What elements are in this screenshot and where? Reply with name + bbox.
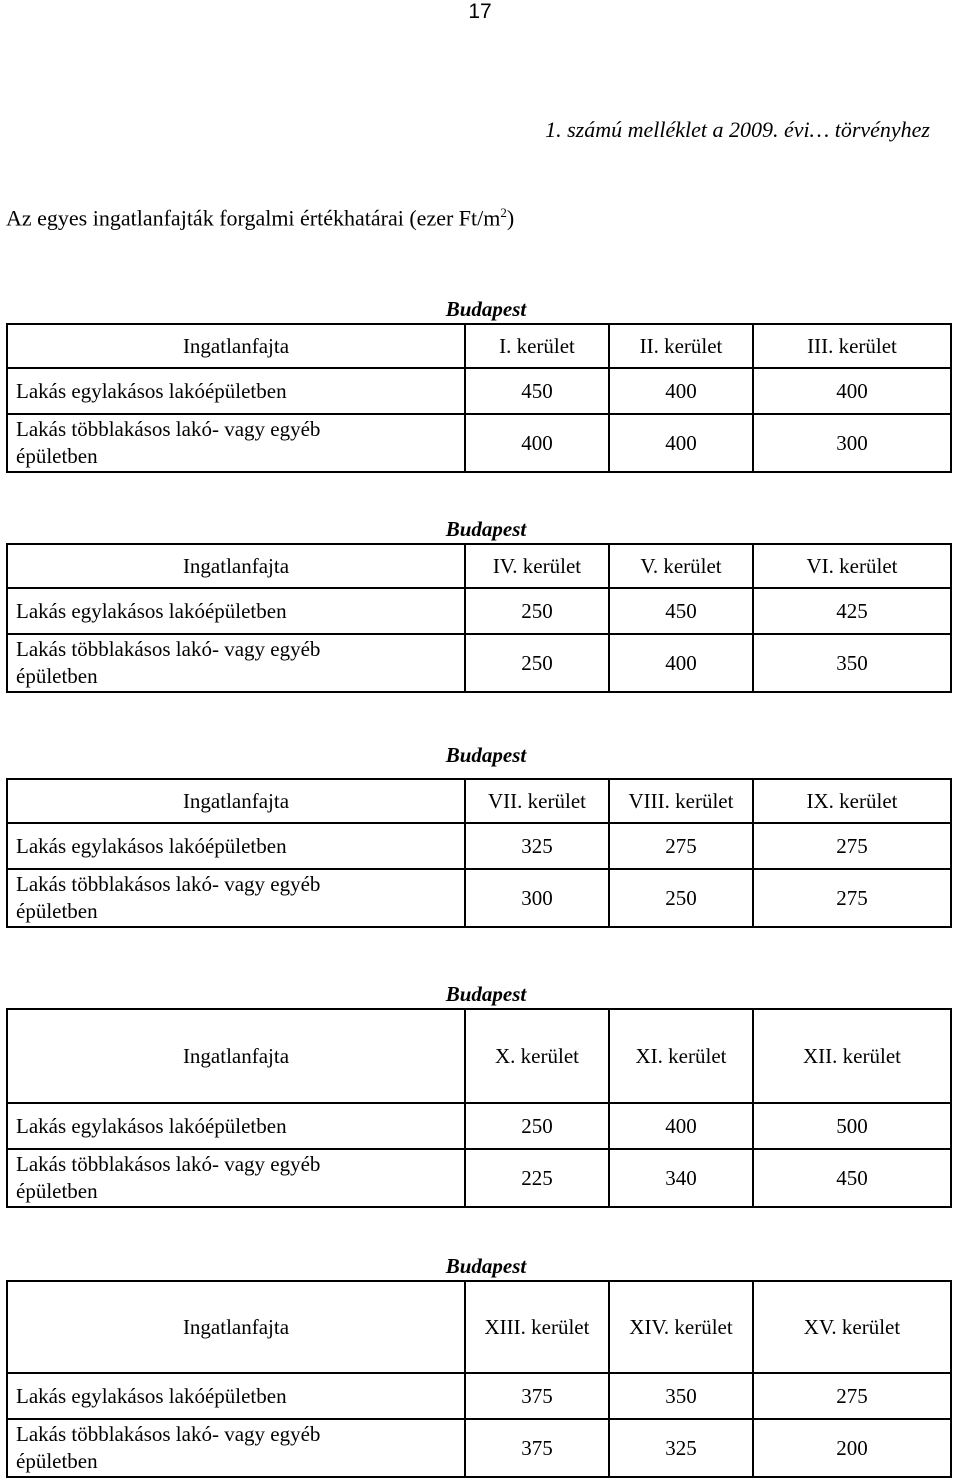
value-cell: 250 <box>609 869 753 927</box>
value-cell: 275 <box>753 869 951 927</box>
section-city: Budapest <box>445 1254 527 1278</box>
value-cell: 350 <box>753 634 951 692</box>
row-label <box>7 1149 465 1207</box>
document-title-text: Az egyes ingatlanfajták forgalmi értékhatárai (ezer Ft/m <box>6 205 501 231</box>
value-cell: 325 <box>465 823 609 869</box>
header-district: II. kerület <box>609 324 753 368</box>
value-cell: 425 <box>753 588 951 634</box>
header-property-type: Ingatlanfajta <box>7 1009 465 1103</box>
row-label: Lakás egylakásos lakóépületben <box>7 1103 465 1149</box>
header-district: VII. kerület <box>465 779 609 823</box>
header-district: IV. kerület <box>465 544 609 588</box>
value-cell: 350 <box>609 1373 753 1419</box>
row-label-line: Lakás többlakásos lakó- vagy egyéb <box>16 1152 321 1176</box>
value-cell: 200 <box>753 1419 951 1477</box>
value-cell: 400 <box>609 414 753 472</box>
value-cell: 400 <box>609 1103 753 1149</box>
row-label <box>7 414 465 472</box>
header-district: X. kerület <box>465 1009 609 1103</box>
header-district: III. kerület <box>753 324 951 368</box>
row-label-line: Lakás többlakásos lakó- vagy egyéb <box>16 637 321 661</box>
value-table <box>6 1008 952 1208</box>
row-label-line: épületben <box>16 1449 98 1473</box>
value-cell: 225 <box>465 1149 609 1207</box>
row-label-line: épületben <box>16 444 98 468</box>
table-row <box>7 869 951 927</box>
row-label-line: Lakás többlakásos lakó- vagy egyéb <box>16 872 321 896</box>
value-table <box>6 543 952 693</box>
table-row <box>7 823 951 869</box>
header-district: IX. kerület <box>753 779 951 823</box>
value-cell: 250 <box>465 588 609 634</box>
row-label <box>7 634 465 692</box>
value-cell: 275 <box>609 823 753 869</box>
row-label: Lakás egylakásos lakóépületben <box>7 588 465 634</box>
row-label: Lakás egylakásos lakóépületben <box>7 1373 465 1419</box>
value-table <box>6 1280 952 1478</box>
value-table <box>6 778 952 928</box>
header-district: XIII. kerület <box>465 1281 609 1373</box>
value-cell: 400 <box>753 368 951 414</box>
row-label <box>7 1419 465 1477</box>
value-cell: 450 <box>465 368 609 414</box>
header-district: V. kerület <box>609 544 753 588</box>
header-district: VI. kerület <box>753 544 951 588</box>
table-row <box>7 1149 951 1207</box>
document-title-superscript: 2 <box>500 205 507 220</box>
table-row <box>7 1419 951 1477</box>
header-property-type: Ingatlanfajta <box>7 544 465 588</box>
table-header-row <box>7 1281 951 1373</box>
value-cell: 300 <box>465 869 609 927</box>
value-cell: 375 <box>465 1419 609 1477</box>
document-title-close: ) <box>506 205 515 231</box>
annex-title: 1. számú melléklet a 2009. évi… törvényhez <box>545 117 930 142</box>
value-cell: 400 <box>609 634 753 692</box>
row-label-line: épületben <box>16 899 98 923</box>
value-cell: 250 <box>465 1103 609 1149</box>
header-district: VIII. kerület <box>609 779 753 823</box>
table-row <box>7 588 951 634</box>
table-header-row <box>7 324 951 368</box>
value-cell: 375 <box>465 1373 609 1419</box>
section-city: Budapest <box>445 517 527 541</box>
value-cell: 275 <box>753 1373 951 1419</box>
value-table <box>6 323 952 473</box>
table-header-row <box>7 779 951 823</box>
row-label: Lakás egylakásos lakóépületben <box>7 823 465 869</box>
table-row <box>7 368 951 414</box>
header-district: I. kerület <box>465 324 609 368</box>
row-label: Lakás egylakásos lakóépületben <box>7 368 465 414</box>
page-number: 17 <box>468 0 492 23</box>
value-cell: 500 <box>753 1103 951 1149</box>
table-row <box>7 1373 951 1419</box>
header-district: XII. kerület <box>753 1009 951 1103</box>
value-cell: 400 <box>465 414 609 472</box>
header-property-type: Ingatlanfajta <box>7 1281 465 1373</box>
value-cell: 300 <box>753 414 951 472</box>
value-cell: 275 <box>753 823 951 869</box>
table-row <box>7 634 951 692</box>
value-cell: 400 <box>609 368 753 414</box>
section-city: Budapest <box>445 297 527 321</box>
document-title <box>6 199 514 232</box>
header-district: XIV. kerület <box>609 1281 753 1373</box>
table-header-row <box>7 1009 951 1103</box>
row-label <box>7 869 465 927</box>
header-district: XI. kerület <box>609 1009 753 1103</box>
table-header-row <box>7 544 951 588</box>
row-label-line: Lakás többlakásos lakó- vagy egyéb <box>16 417 321 441</box>
header-property-type: Ingatlanfajta <box>7 324 465 368</box>
table-row <box>7 414 951 472</box>
row-label-line: épületben <box>16 1179 98 1203</box>
row-label-line: Lakás többlakásos lakó- vagy egyéb <box>16 1422 321 1446</box>
value-cell: 250 <box>465 634 609 692</box>
header-district: XV. kerület <box>753 1281 951 1373</box>
value-cell: 340 <box>609 1149 753 1207</box>
value-cell: 450 <box>609 588 753 634</box>
row-label-line: épületben <box>16 664 98 688</box>
section-city: Budapest <box>445 743 527 767</box>
table-row <box>7 1103 951 1149</box>
value-cell: 325 <box>609 1419 753 1477</box>
section-city: Budapest <box>445 982 527 1006</box>
value-cell: 450 <box>753 1149 951 1207</box>
header-property-type: Ingatlanfajta <box>7 779 465 823</box>
